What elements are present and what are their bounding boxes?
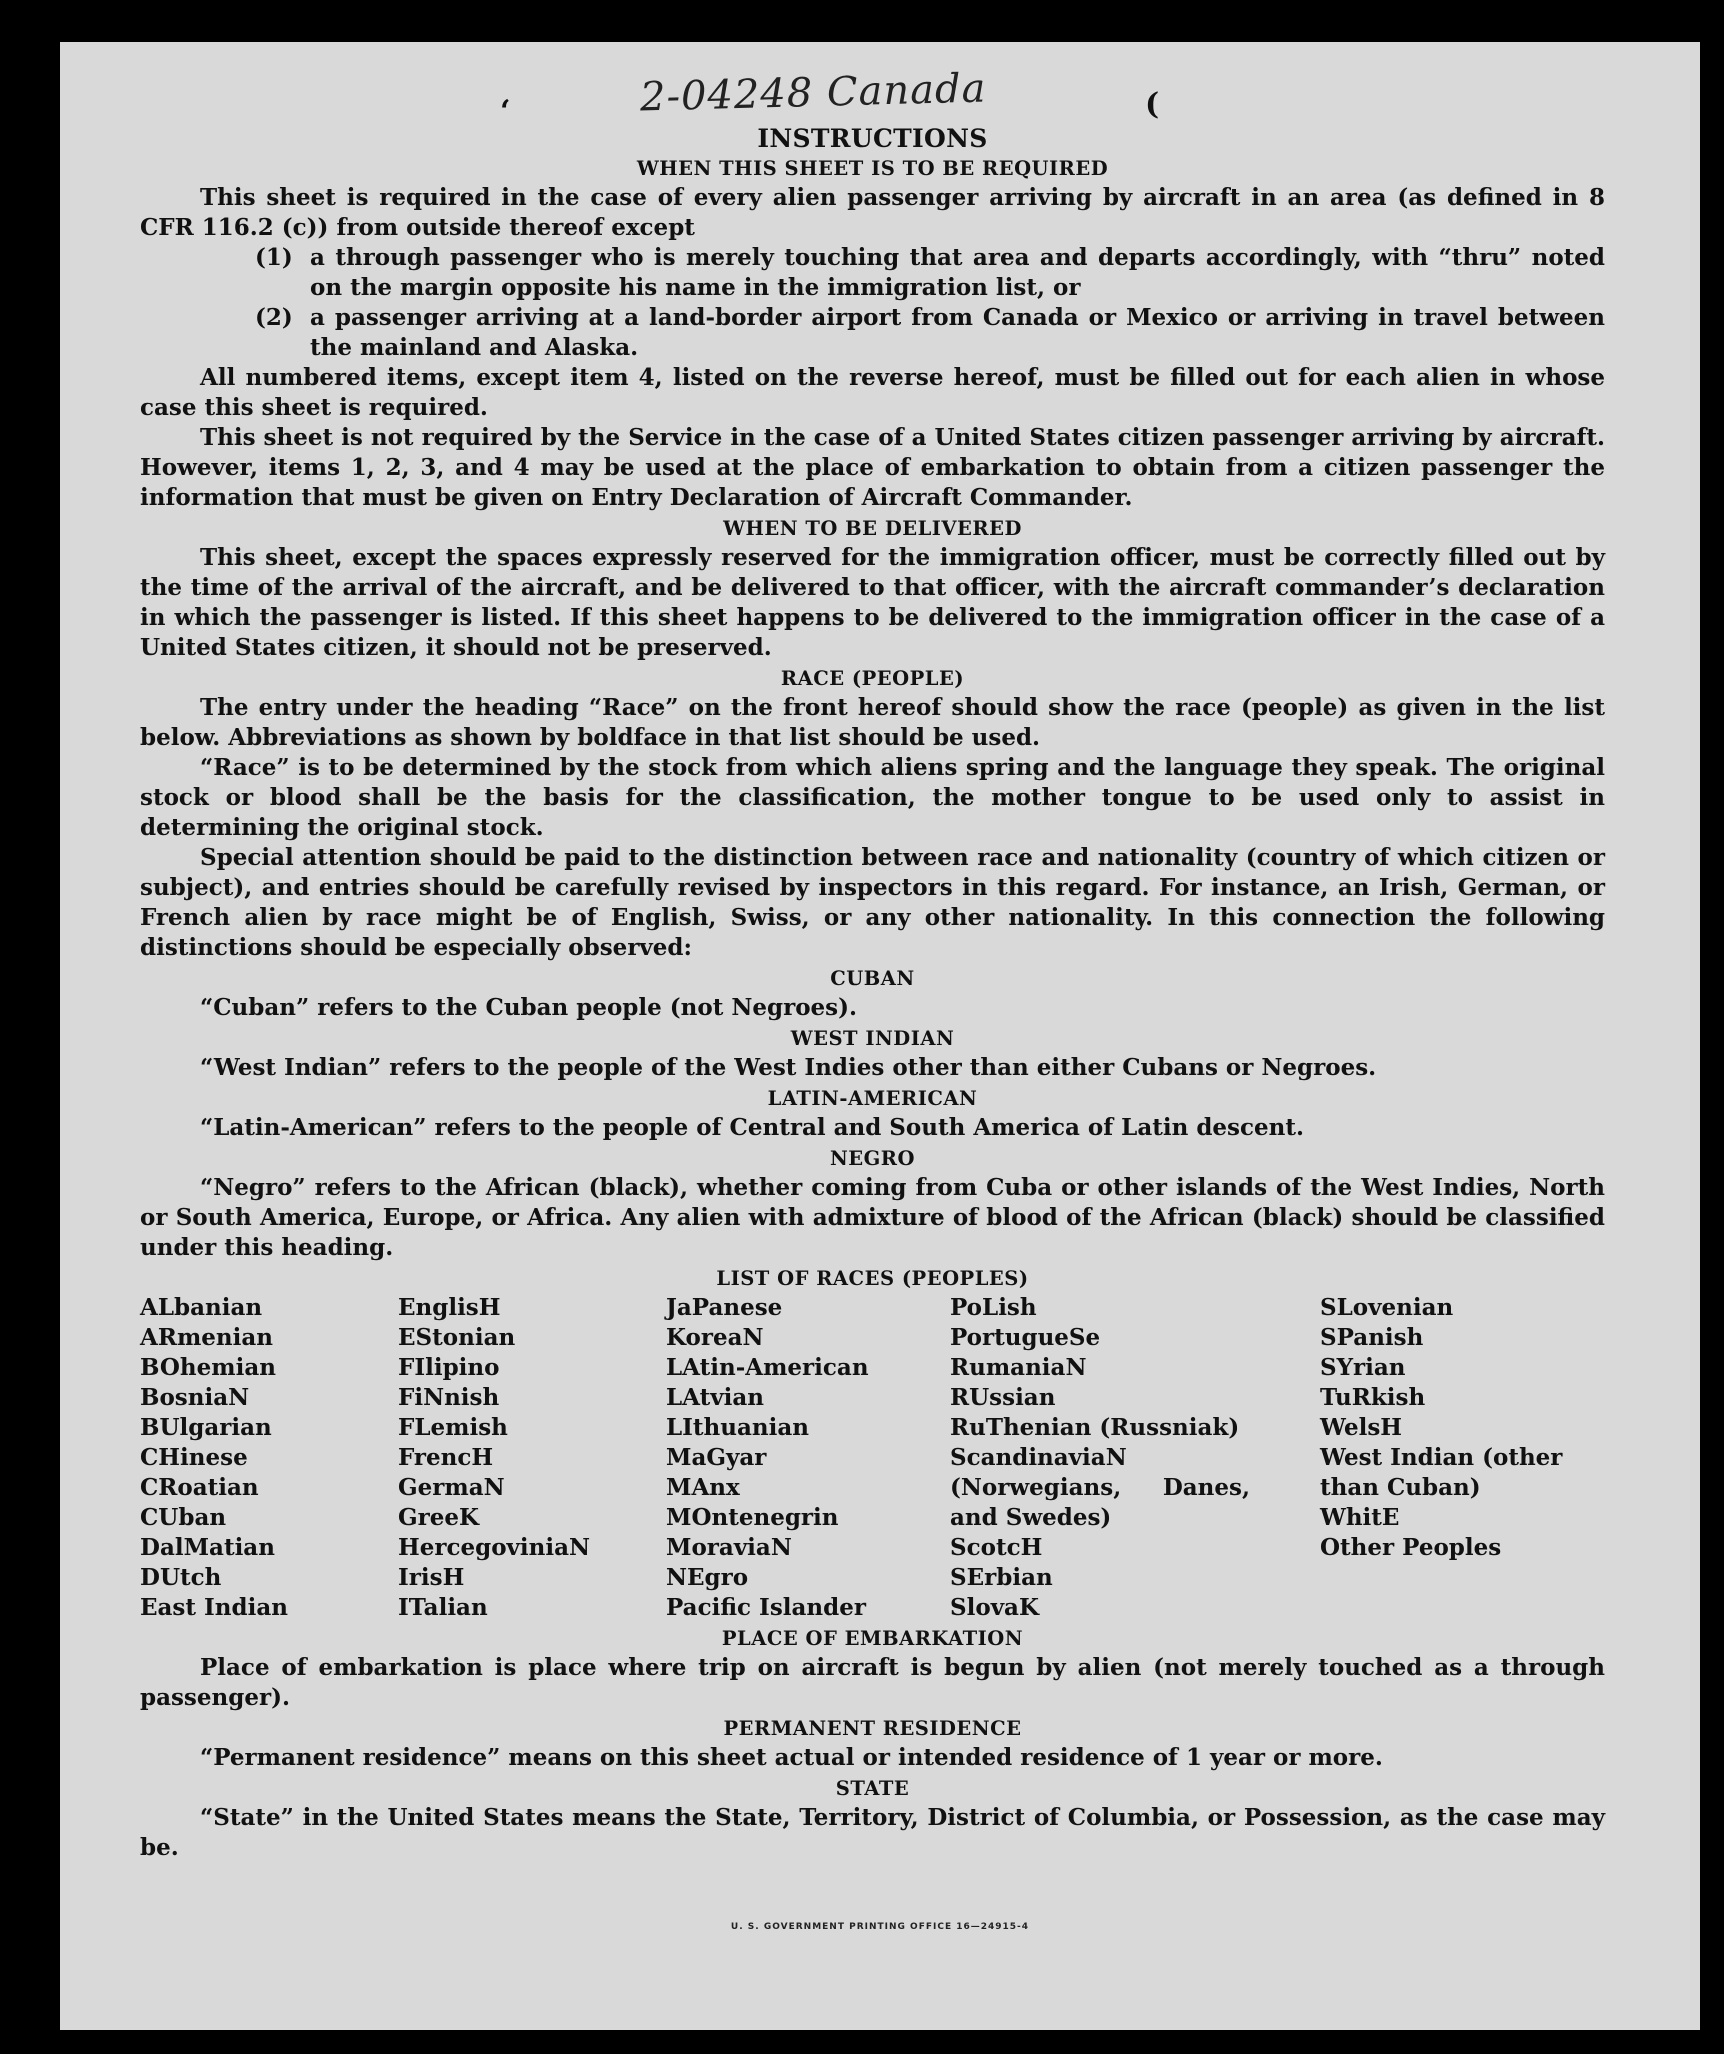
race-entry: RUssian	[950, 1384, 1056, 1411]
heading-when-required: WHEN THIS SHEET IS TO BE REQUIRED	[636, 157, 1109, 180]
race-entry: CHinese	[140, 1444, 248, 1471]
race-entry: NEgro	[666, 1564, 749, 1591]
instructions-body	[140, 124, 1605, 1863]
heading-state: STATE	[835, 1777, 910, 1800]
race-entry: DalMatian	[140, 1534, 275, 1561]
heading-embarkation: PLACE OF EMBARKATION	[721, 1627, 1024, 1650]
exception-item	[255, 243, 1605, 303]
ink-mark-left: ʻ	[500, 94, 511, 129]
race-entry: SPanish	[1320, 1324, 1424, 1351]
race-entry: Pacific Islander	[666, 1594, 866, 1621]
race-entry: IrisH	[398, 1564, 465, 1591]
race-entry: LAtin-American	[666, 1354, 869, 1381]
race-para1: The entry under the heading “Race” on the front hereof should show the race (people) as given in the list below. Abbreviations as shown by boldface in that list should be used.	[140, 694, 1605, 751]
latin-american-text: “Latin-American” refers to the people of Central and South America of Latin descent.	[200, 1114, 1304, 1141]
page-title: INSTRUCTIONS	[757, 124, 988, 153]
exception-number: (2)	[255, 304, 293, 331]
race-entry: ScotcH	[950, 1534, 1043, 1561]
race-entry: SErbian	[950, 1564, 1053, 1591]
race-entry: ITalian	[398, 1594, 488, 1621]
negro-text: “Negro” refers to the African (black), whether coming from Cuba or other islands of the West Indies, North or South America, Europe, or Africa. Any alien with admixture of blood of the African (black) should be classified under this heading.	[140, 1174, 1605, 1261]
race-para3: Special attention should be paid to the distinction between race and nationality (country of which citizen or subject), and entries should be carefully revised by inspectors in this regard. For instance, an Irish, German, or French alien by race might be of English, Swiss, or any other nationality. In this connection the following distinctions should be especially observed:	[140, 844, 1605, 961]
race-entry: MAnx	[666, 1474, 740, 1501]
race-entry: West Indian (other than Cuban)	[1320, 1444, 1563, 1501]
race-entry: RumaniaN	[950, 1354, 1087, 1381]
heading-negro: NEGRO	[829, 1147, 916, 1170]
when-required-intro: This sheet is required in the case of every alien passenger arriving by aircraft in an area (as defined in 8 CFR 116.2 (c)) from outside thereof except	[140, 184, 1605, 241]
printing-office-footer: U. S. GOVERNMENT PRINTING OFFICE 16—24915-4	[730, 1922, 1030, 1932]
heading-cuban: CUBAN	[830, 967, 915, 990]
when-required-para3: This sheet is not required by the Service in the case of a United States citizen passenger arriving by aircraft. However, items 1, 2, 3, and 4 may be used at the place of embarkation to obtain from a citizen passenger the information that must be given on Entry Declaration of Aircraft Commander.	[140, 424, 1605, 511]
race-entry: SLovenian	[1320, 1294, 1454, 1321]
race-entry: JaPanese	[666, 1294, 783, 1321]
exception-list	[255, 243, 1605, 363]
race-entry: GermaN	[398, 1474, 505, 1501]
race-entry: ScandinaviaN (Norwegians, Danes, and Swedes)	[950, 1444, 1250, 1531]
exception-text: a through passenger who is merely touching that area and departs accordingly, with “thru” noted on the margin opposite his name in the immigration list, or	[310, 244, 1605, 301]
document-sheet	[60, 42, 1700, 2030]
race-entry: HercegoviniaN	[398, 1534, 591, 1561]
race-entry: PortugueSe	[950, 1324, 1101, 1351]
race-entry: LIthuanian	[666, 1414, 809, 1441]
race-entry: BUlgarian	[140, 1414, 272, 1441]
race-column-1	[140, 1293, 398, 1623]
race-column-4	[950, 1293, 1320, 1623]
race-entry: East Indian	[140, 1594, 288, 1621]
heading-latin-american: LATIN-AMERICAN	[767, 1087, 978, 1110]
race-entry: LAtvian	[666, 1384, 764, 1411]
race-entry: MaGyar	[666, 1444, 767, 1471]
state-text: “State” in the United States means the State, Territory, District of Columbia, or Possession, as the case may be.	[140, 1804, 1605, 1861]
heading-when-delivered: WHEN TO BE DELIVERED	[723, 517, 1022, 540]
cuban-text: “Cuban” refers to the Cuban people (not Negroes).	[200, 994, 858, 1021]
race-list	[140, 1293, 1605, 1623]
race-entry: Other Peoples	[1320, 1534, 1502, 1561]
race-entry: WelsH	[1320, 1414, 1403, 1441]
race-entry: KoreaN	[666, 1324, 764, 1351]
west-indian-text: “West Indian” refers to the people of the West Indies other than either Cubans or Negroes.	[200, 1054, 1377, 1081]
race-entry: ARmenian	[140, 1324, 274, 1351]
race-entry: WhitE	[1320, 1504, 1400, 1531]
race-entry: FIlipino	[398, 1354, 500, 1381]
heading-permanent-residence: PERMANENT RESIDENCE	[723, 1717, 1022, 1740]
race-entry: BosniaN	[140, 1384, 250, 1411]
race-column-3	[666, 1293, 950, 1623]
race-entry: FLemish	[398, 1414, 508, 1441]
heading-race: RACE (PEOPLE)	[780, 667, 965, 690]
ink-mark-right: (	[1145, 87, 1160, 122]
race-entry: CRoatian	[140, 1474, 259, 1501]
race-entry: TuRkish	[1320, 1384, 1426, 1411]
race-entry: MOntenegrin	[666, 1504, 839, 1531]
race-para2: “Race” is to be determined by the stock from which aliens spring and the language they speak. The original stock or blood shall be the basis for the classification, the mother tongue to be used only to assist in determining the original stock.	[140, 754, 1605, 841]
race-entry: FiNnish	[398, 1384, 500, 1411]
race-entry: ALbanian	[140, 1294, 263, 1321]
race-entry: EStonian	[398, 1324, 516, 1351]
when-delivered-text: This sheet, except the spaces expressly reserved for the immigration officer, must be correctly filled out by the time of the arrival of the aircraft, and be delivered to that officer, with the aircraft commander’s declaration in which the passenger is listed. If this sheet happens to be delivered to the immigration officer in the case of a United States citizen, it should not be preserved.	[140, 544, 1605, 661]
race-entry: SlovaK	[950, 1594, 1039, 1621]
race-entry: GreeK	[398, 1504, 480, 1531]
residence-text: “Permanent residence” means on this sheet actual or intended residence of 1 year or more.	[200, 1744, 1383, 1771]
race-entry: CUban	[140, 1504, 227, 1531]
heading-west-indian: WEST INDIAN	[790, 1027, 955, 1050]
handwritten-note: 2-04248 Canada	[639, 65, 987, 121]
exception-item	[255, 303, 1605, 363]
heading-list-of-races: LIST OF RACES (PEOPLES)	[716, 1267, 1029, 1290]
race-entry: SYrian	[1320, 1354, 1406, 1381]
race-entry: DUtch	[140, 1564, 222, 1591]
race-entry: EnglisH	[398, 1294, 501, 1321]
race-column-2	[398, 1293, 666, 1623]
race-entry: FrencH	[398, 1444, 494, 1471]
race-entry: BOhemian	[140, 1354, 276, 1381]
when-required-para2: All numbered items, except item 4, listed on the reverse hereof, must be filled out for each alien in whose case this sheet is required.	[140, 364, 1605, 421]
exception-text: a passenger arriving at a land-border airport from Canada or Mexico or arriving in travel between the mainland and Alaska.	[310, 304, 1605, 361]
exception-number: (1)	[255, 244, 293, 271]
embarkation-text: Place of embarkation is place where trip on aircraft is begun by alien (not merely touched as a through passenger).	[140, 1654, 1605, 1711]
race-entry: RuThenian (Russniak)	[950, 1414, 1240, 1441]
race-entry: PoLish	[950, 1294, 1037, 1321]
race-entry: MoraviaN	[666, 1534, 792, 1561]
race-column-5	[1320, 1293, 1600, 1623]
